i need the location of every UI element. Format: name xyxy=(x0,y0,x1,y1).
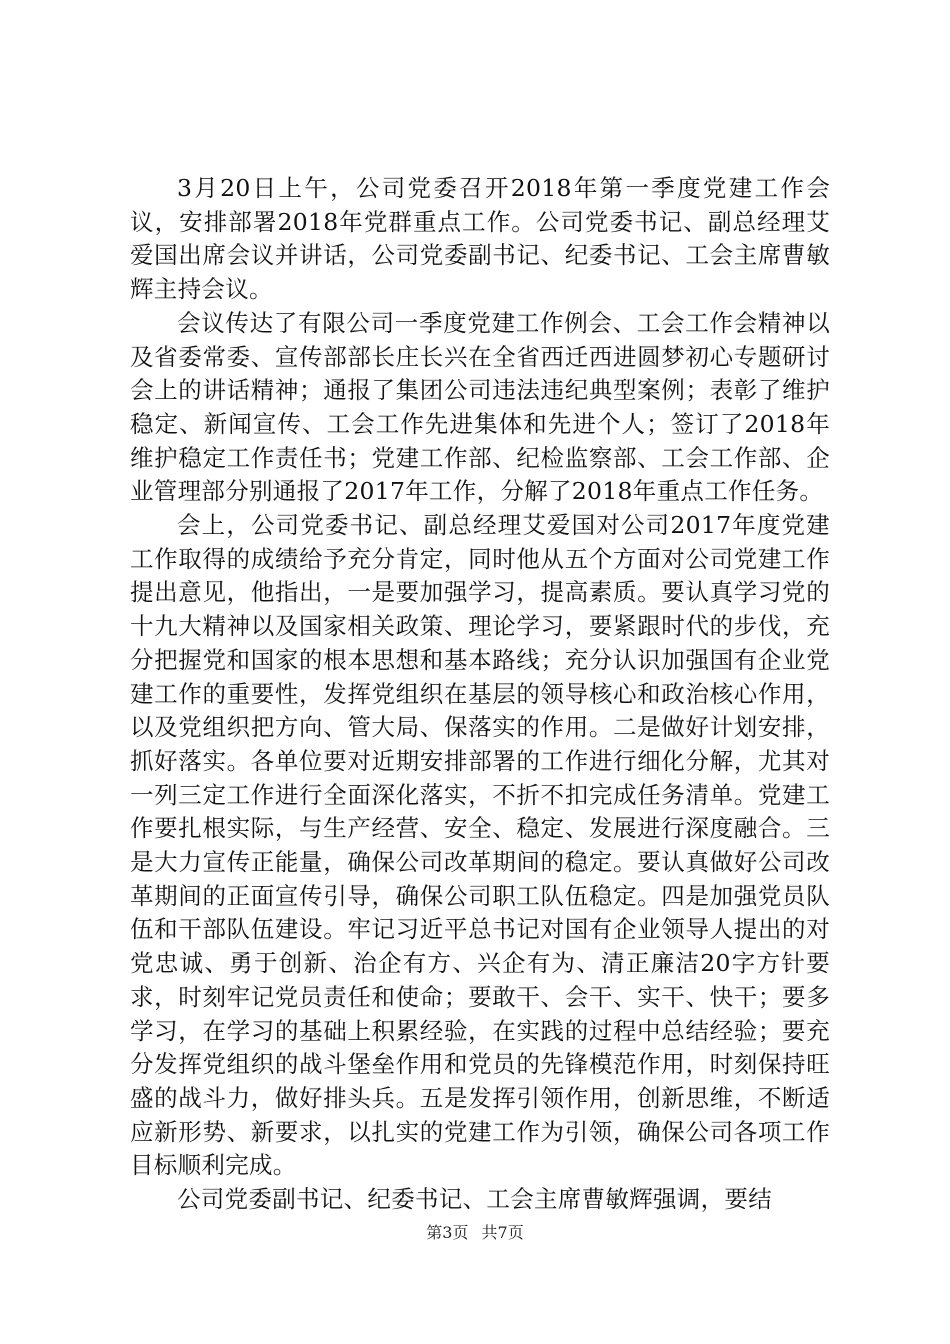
document-body xyxy=(130,172,830,1217)
page-total: 共7页 xyxy=(481,1223,524,1242)
page-number: 第3页 xyxy=(426,1223,469,1242)
paragraph-2: 会议传达了有限公司一季度党建工作例会、工会工作会精神以及省委常委、宣传部部长庄长兴在全省西迁西进圆梦初心专题研讨会上的讲话精神；通报了集团公司违法违纪典型案例；表彰了维护稳定、新闻宣传、工会工作先进集体和先进个人；签订了2018年维护稳定工作责任书；党建工作部、纪检监察部、工会工作部、企业管理部分别通报了2017年工作，分解了2018年重点工作任务。 xyxy=(130,308,830,506)
paragraph-1: 3月20日上午，公司党委召开2018年第一季度党建工作会议，安排部署2018年党群重点工作。公司党委书记、副总经理艾爱国出席会议并讲话，公司党委副书记、纪委书记、工会主席曹敏辉主持会议。 xyxy=(130,174,830,304)
page-footer xyxy=(0,1222,950,1244)
paragraph-3: 会上，公司党委书记、副总经理艾爱国对公司2017年度党建工作取得的成绩给予充分肯定，同时他从五个方面对公司党建工作提出意见，他指出，一是要加强学习，提高素质。要认真学习党的十九大精神以及国家相关政策、理论学习，要紧跟时代的步伐，充分把握党和国家的根本思想和基本路线；充分认识加强国有企业党建工作的重要性，发挥党组织在基层的领导核心和政治核心作用，以及党组织把方向、管大局、保落实的作用。二是做好计划安排，抓好落实。各单位要对近期安排部署的工作进行细化分解，尤其对一列三定工作进行全面深化落实，不折不扣完成任务清单。党建工作要扎根实际，与生产经营、安全、稳定、发展进行深度融合。三是大力宣传正能量，确保公司改革期间的稳定。要认真做好公司改革期间的正面宣传引导，确保公司职工队伍稳定。四是加强党员队伍和干部队伍建设。牢记习近平总书记对国有企业领导人提出的对党忠诚、勇于创新、治企有方、兴企有为、清正廉洁20字方针要求，时刻牢记党员责任和使命；要敢干、会干、实干、快干；要多学习，在学习的基础上积累经验，在实践的过程中总结经验；要充分发挥党组织的战斗堡垒作用和党员的先锋模范作用，时刻保持旺盛的战斗力，做好排头兵。五是发挥引领作用，创新思维，不断适应新形势、新要求，以扎实的党建工作为引领，确保公司各项工作目标顺利完成。 xyxy=(130,511,830,1180)
paragraph-4: 公司党委副书记、纪委书记、工会主席曹敏辉强调，要结 xyxy=(177,1185,772,1214)
